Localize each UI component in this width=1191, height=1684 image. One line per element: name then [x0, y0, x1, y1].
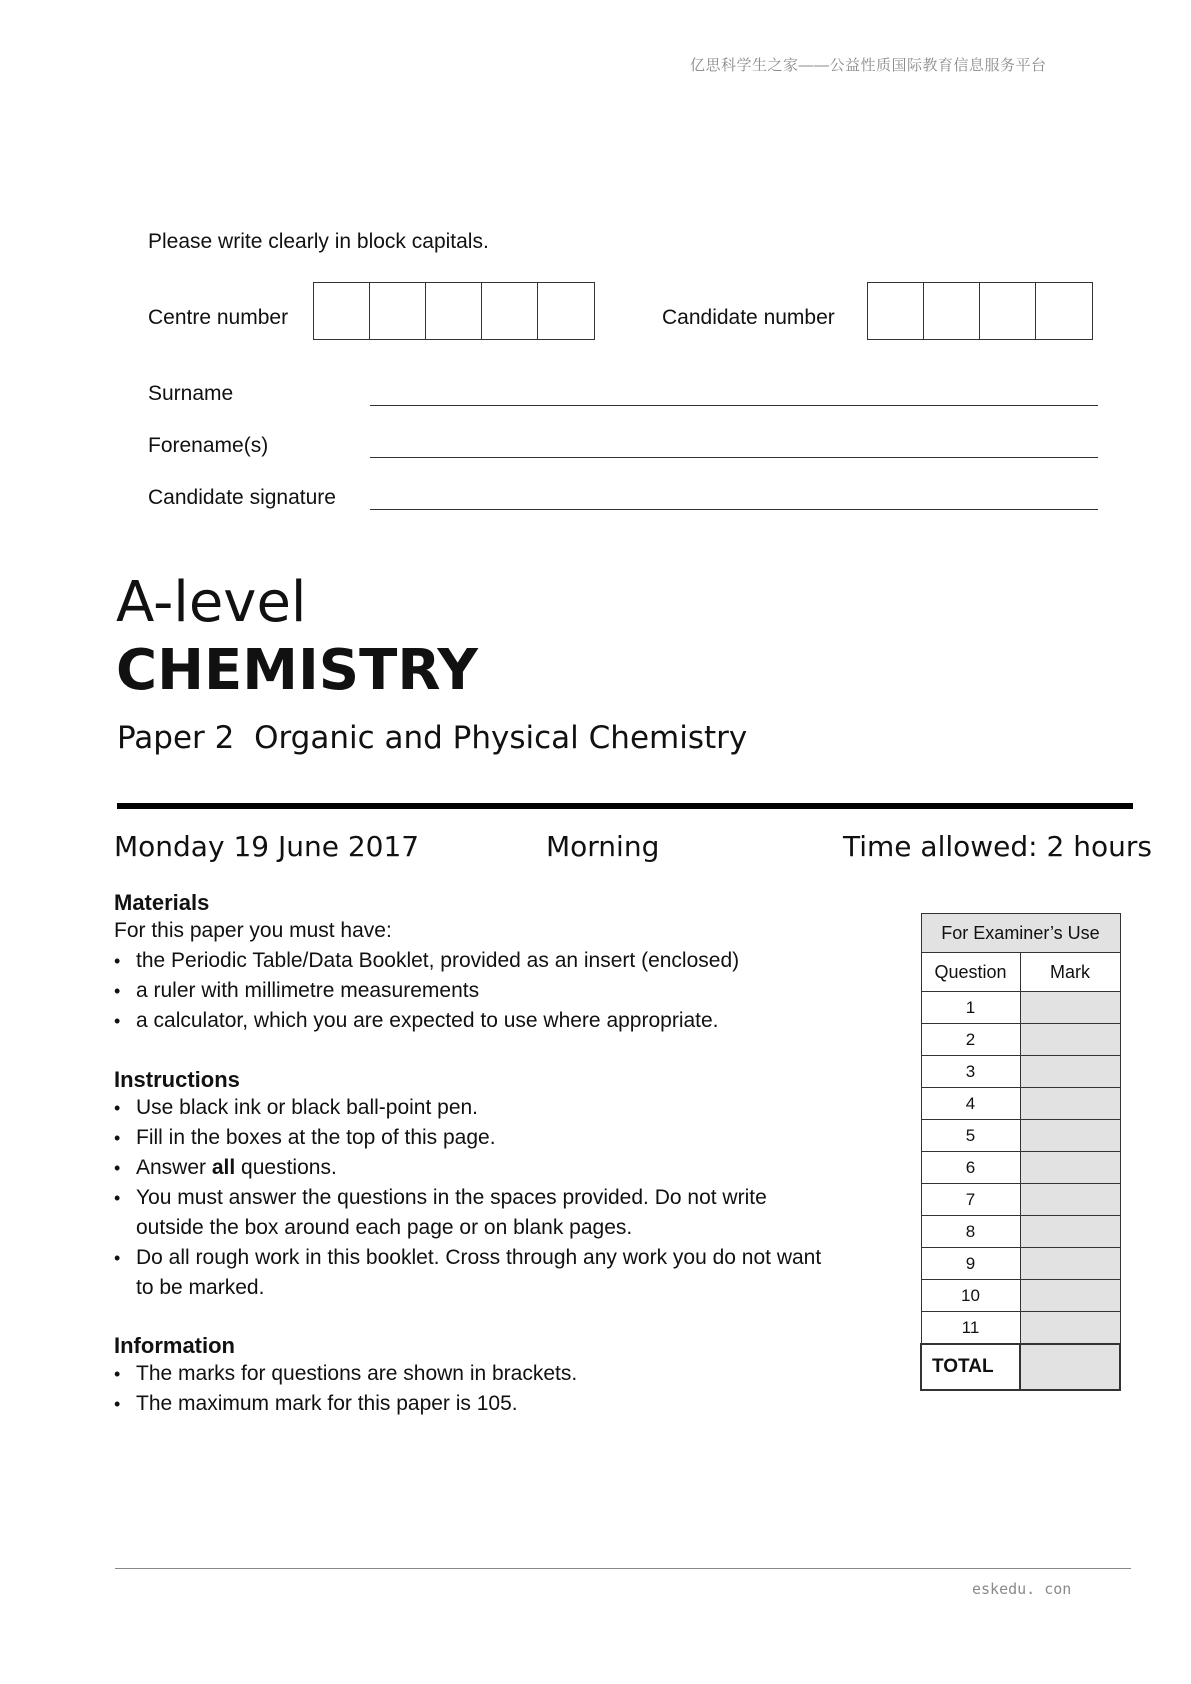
- candidate-number-box[interactable]: [868, 283, 924, 339]
- question-number: 10: [921, 1280, 1020, 1312]
- footer-divider: [115, 1568, 1131, 1569]
- table-row: [921, 1120, 1120, 1152]
- candidate-number-label: Candidate number: [662, 306, 835, 329]
- title-divider: [117, 803, 1133, 809]
- surname-field[interactable]: [370, 405, 1098, 406]
- information-section: [114, 1333, 834, 1419]
- list-item: • The marks for questions are shown in brackets.: [114, 1359, 834, 1389]
- watermark-text: 亿思科学生之家——公益性质国际教育信息服务平台: [690, 57, 1047, 74]
- mark-column-header: Mark: [1020, 953, 1120, 992]
- mark-cell: [1020, 1312, 1120, 1345]
- list-item: • Use black ink or black ball-point pen.: [114, 1093, 834, 1123]
- footer-text: eskedu. con: [972, 1580, 1072, 1598]
- table-row: [921, 1248, 1120, 1280]
- question-number: 4: [921, 1088, 1020, 1120]
- information-list: [114, 1359, 834, 1419]
- question-number: 8: [921, 1216, 1020, 1248]
- instructions-list: [114, 1093, 834, 1303]
- time-allowed: Time allowed: 2 hours: [843, 830, 1152, 863]
- table-row: [921, 992, 1120, 1024]
- exam-session: Morning: [546, 830, 660, 863]
- examiner-table-heading: For Examiner’s Use: [921, 914, 1120, 953]
- list-item: • the Periodic Table/Data Booklet, provided as an insert (enclosed): [114, 946, 834, 976]
- exam-level: A-level: [116, 570, 307, 635]
- table-row: [921, 1024, 1120, 1056]
- question-number: 5: [921, 1120, 1020, 1152]
- question-number: 3: [921, 1056, 1020, 1088]
- list-item: • Do all rough work in this booklet. Cross through any work you do not want to be marked.: [114, 1243, 834, 1303]
- table-row: [921, 1088, 1120, 1120]
- mark-cell: [1020, 1024, 1120, 1056]
- signature-label: Candidate signature: [148, 486, 336, 509]
- mark-cell: [1020, 1216, 1120, 1248]
- mark-cell: [1020, 1056, 1120, 1088]
- mark-cell: [1020, 1184, 1120, 1216]
- mark-cell: [1020, 992, 1120, 1024]
- mark-cell: [1020, 1280, 1120, 1312]
- list-item: • You must answer the questions in the spaces provided. Do not write outside the box around each page or on blank pages.: [114, 1183, 834, 1243]
- table-row: [921, 1184, 1120, 1216]
- list-item: • a calculator, which you are expected to use where appropriate.: [114, 1006, 834, 1036]
- candidate-number-boxes[interactable]: [867, 282, 1093, 340]
- list-item: [114, 1153, 834, 1183]
- centre-number-box[interactable]: [314, 283, 370, 339]
- list-item: • Fill in the boxes at the top of this page.: [114, 1123, 834, 1153]
- exam-subject: CHEMISTRY: [116, 638, 478, 703]
- surname-label: Surname: [148, 382, 234, 405]
- exam-paper-title: Paper 2 Organic and Physical Chemistry: [117, 720, 748, 756]
- exam-date: Monday 19 June 2017: [114, 830, 420, 863]
- question-number: 7: [921, 1184, 1020, 1216]
- centre-number-box[interactable]: [370, 283, 426, 339]
- centre-number-box[interactable]: [482, 283, 538, 339]
- question-number: 6: [921, 1152, 1020, 1184]
- candidate-number-box[interactable]: [924, 283, 980, 339]
- list-item-text: questions.: [235, 1156, 337, 1179]
- instructions-heading: Instructions: [114, 1067, 240, 1092]
- materials-heading: Materials: [114, 890, 210, 915]
- table-row: [921, 1152, 1120, 1184]
- list-item-text: Answer: [136, 1156, 212, 1179]
- centre-number-box[interactable]: [426, 283, 482, 339]
- emphasis-text: all: [211, 1156, 236, 1179]
- question-number: 1: [921, 992, 1020, 1024]
- list-item: • The maximum mark for this paper is 105.: [114, 1389, 834, 1419]
- information-heading: Information: [114, 1333, 235, 1358]
- question-number: 9: [921, 1248, 1020, 1280]
- forenames-label: Forename(s): [148, 434, 269, 457]
- total-label: TOTAL: [921, 1344, 1020, 1390]
- mark-cell: [1020, 1120, 1120, 1152]
- centre-number-box[interactable]: [538, 283, 594, 339]
- candidate-number-box[interactable]: [1036, 283, 1092, 339]
- forenames-field[interactable]: [370, 457, 1098, 458]
- table-row: [921, 1280, 1120, 1312]
- table-row: [921, 1216, 1120, 1248]
- materials-intro: For this paper you must have:: [114, 919, 392, 942]
- question-number: 2: [921, 1024, 1020, 1056]
- form-instruction: Please write clearly in block capitals.: [148, 230, 489, 253]
- centre-number-boxes[interactable]: [313, 282, 595, 340]
- mark-cell: [1020, 1152, 1120, 1184]
- examiner-use-table: [920, 913, 1121, 1391]
- table-row: [921, 1056, 1120, 1088]
- materials-list: [114, 946, 834, 1036]
- question-number: 11: [921, 1312, 1020, 1345]
- table-row: [921, 1312, 1120, 1345]
- materials-section: [114, 890, 834, 1036]
- mark-cell: [1020, 1088, 1120, 1120]
- instructions-section: [114, 1067, 834, 1303]
- total-row: [921, 1344, 1120, 1390]
- list-item: • a ruler with millimetre measurements: [114, 976, 834, 1006]
- candidate-number-box[interactable]: [980, 283, 1036, 339]
- mark-cell: [1020, 1248, 1120, 1280]
- question-column-header: Question: [921, 953, 1020, 992]
- signature-field[interactable]: [370, 509, 1098, 510]
- total-mark-cell: [1020, 1344, 1120, 1390]
- centre-number-label: Centre number: [148, 306, 289, 329]
